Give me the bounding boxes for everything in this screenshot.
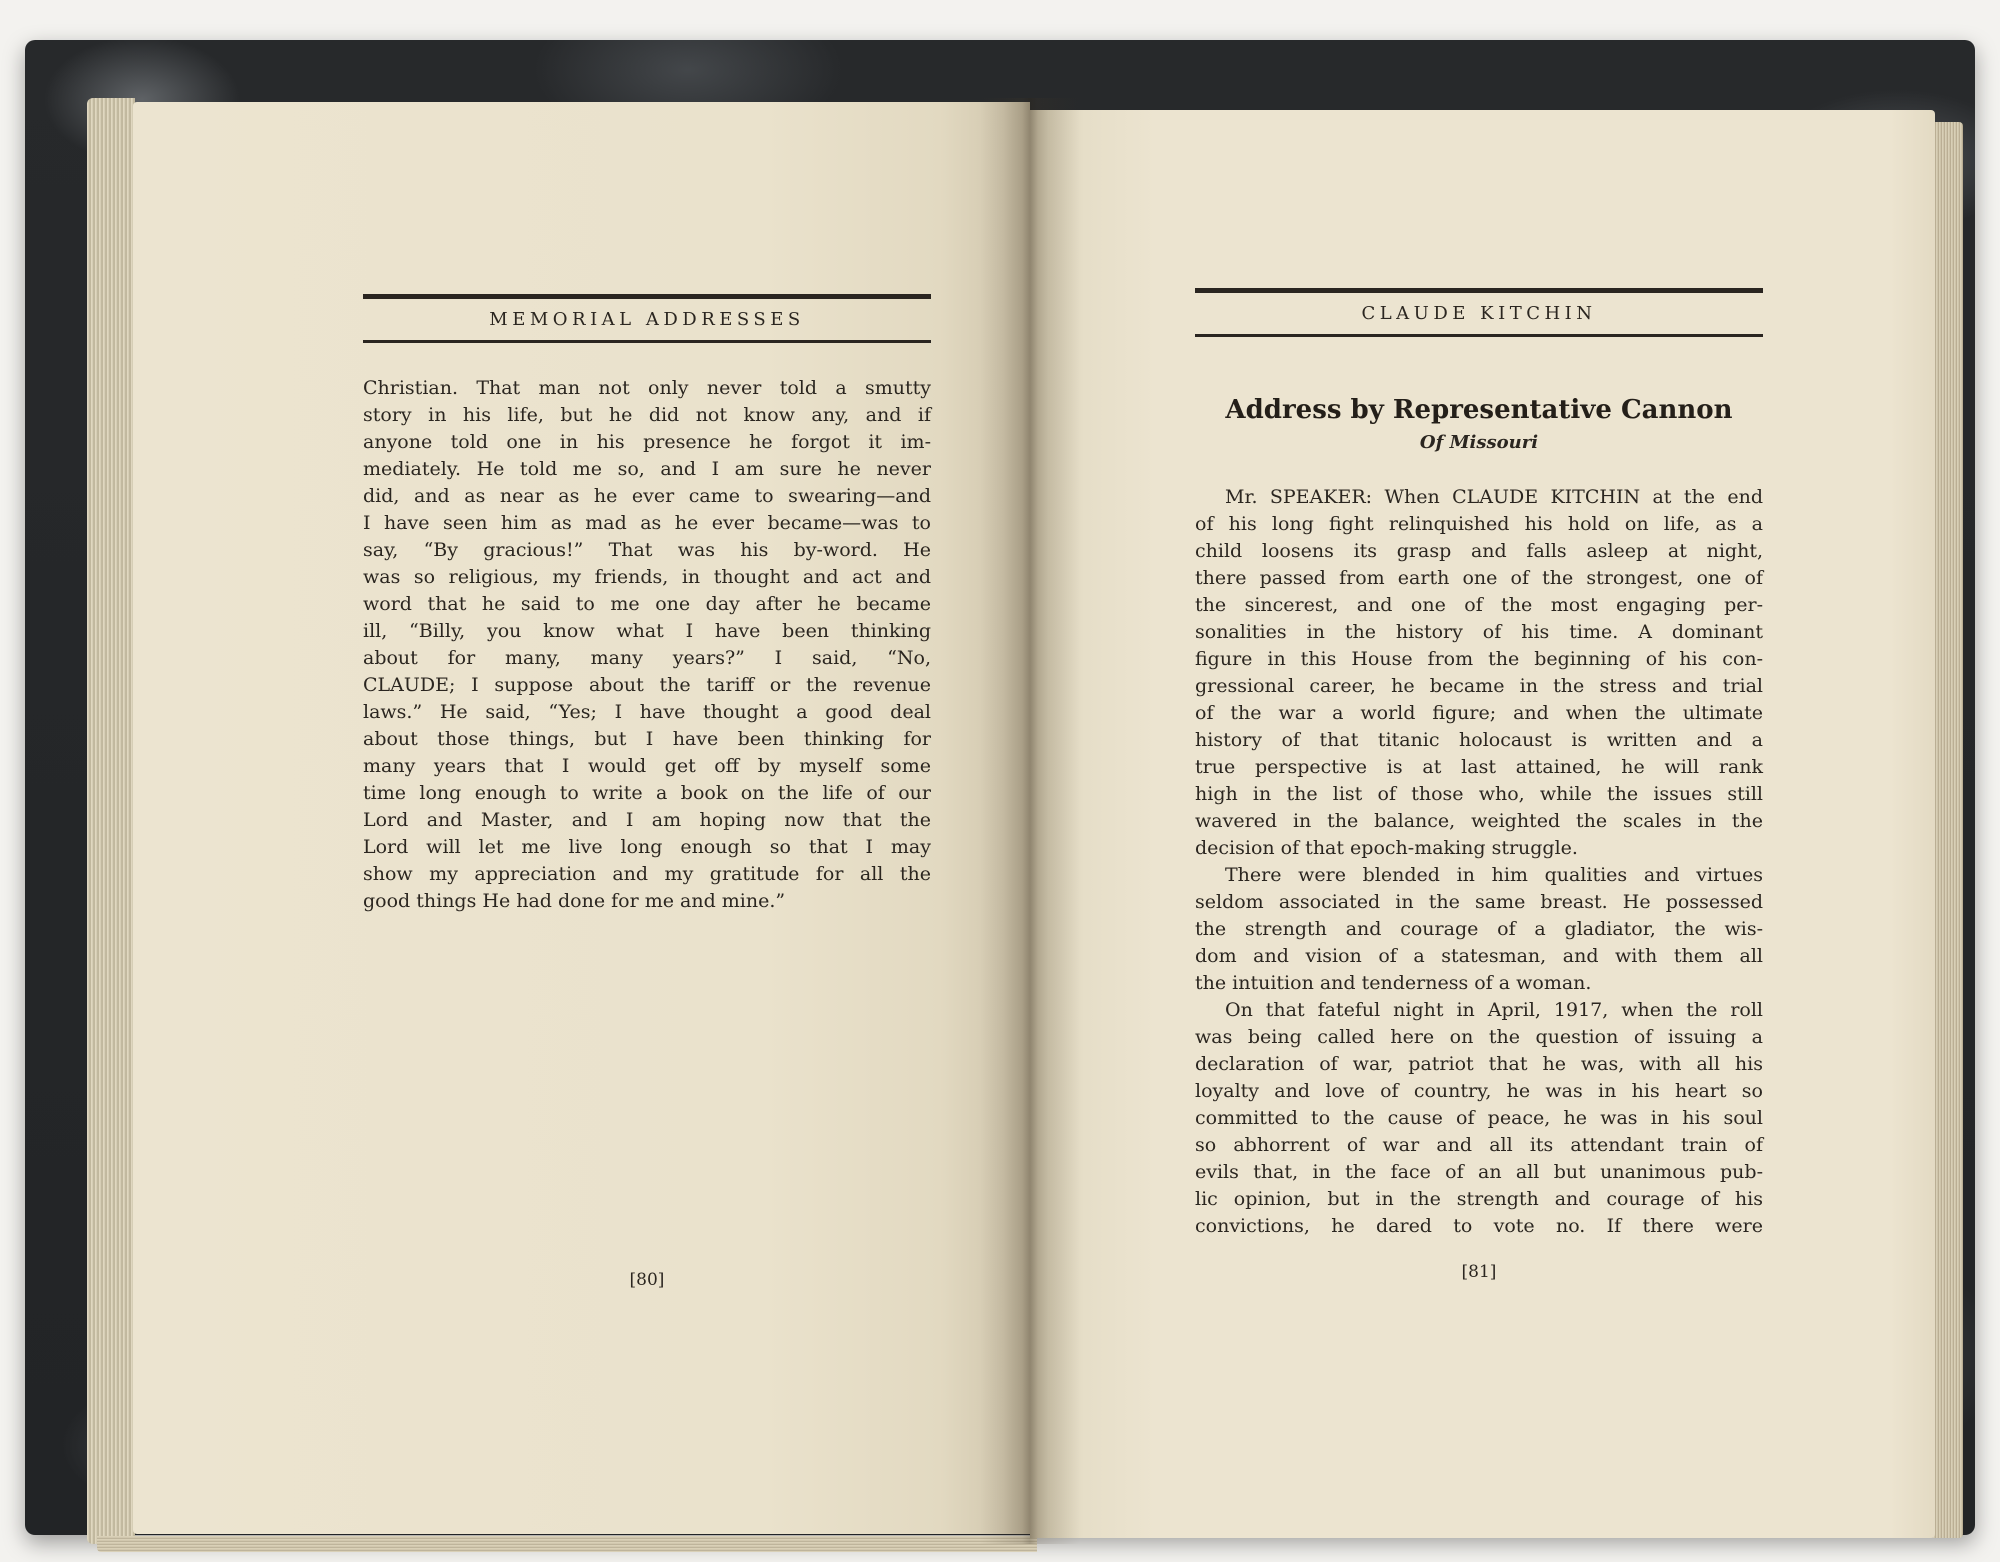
chapter-subtitle: Of Missouri: [1419, 432, 1539, 453]
page-edges-right: [1933, 122, 1963, 1538]
text-line: ill, “Billy, you know what I have been thinking: [363, 620, 931, 642]
text-line: time long enough to write a book on the life of our: [363, 782, 931, 804]
text-line: CLAUDE; I suppose about the tariff or the revenue: [363, 674, 931, 696]
page-edges-bottom: [97, 1536, 1037, 1552]
text-line: Mr. SPEAKER: When CLAUDE KITCHIN at the end: [1225, 486, 1763, 508]
text-line: about those things, but I have been thinking for: [363, 728, 931, 750]
text-line: show my appreciation and my gratitude for all the: [363, 863, 931, 885]
right-running-head: [1195, 288, 1763, 337]
text-line: the sincerest, and one of the most engaging per-: [1195, 594, 1763, 616]
right-head-rule-top: [1195, 288, 1763, 293]
text-line: many years that I would get off by myself some: [363, 755, 931, 777]
right-page: [1030, 110, 1935, 1538]
text-line: was being called here on the question of issuing a: [1195, 1026, 1763, 1048]
text-line: history of that titanic holocaust is written and a: [1195, 729, 1763, 751]
left-running-head-text: MEMORIAL ADDRESSES: [489, 309, 805, 330]
text-line: lic opinion, but in the strength and courage of his: [1195, 1188, 1763, 1210]
right-page-content: [1195, 288, 1763, 1240]
text-line: wavered in the balance, weighted the scales in the: [1195, 810, 1763, 832]
left-page-number: [80]: [629, 1270, 665, 1290]
text-line: Lord and Master, and I am hoping now that the: [363, 809, 931, 831]
paragraph: [363, 375, 931, 915]
text-line: about for many, many years?” I said, “No,: [363, 647, 931, 669]
right-page-body: [1195, 484, 1763, 1240]
chapter-title: Address by Representative Cannon: [1225, 395, 1733, 425]
text-line: seldom associated in the same breast. He possessed: [1195, 891, 1763, 913]
text-line: was so religious, my friends, in thought and act and: [363, 566, 931, 588]
text-line: dom and vision of a statesman, and with them all: [1195, 945, 1763, 967]
text-line: word that he said to me one day after he became: [363, 593, 931, 615]
text-line: high in the list of those who, while the issues still: [1195, 783, 1763, 805]
text-line: of his long fight relinquished his hold on life, as a: [1195, 513, 1763, 535]
text-line: declaration of war, patriot that he was, with all his: [1195, 1053, 1763, 1075]
text-line: the strength and courage of a gladiator, the wis-: [1195, 918, 1763, 940]
text-line: anyone told one in his presence he forgot it im-: [363, 431, 931, 453]
text-line: story in his life, but he did not know any, and if: [363, 404, 931, 426]
text-line: of the war a world figure; and when the ultimate: [1195, 702, 1763, 724]
right-page-number: [81]: [1461, 1262, 1497, 1282]
text-line: true perspective is at last attained, he will rank: [1195, 756, 1763, 778]
text-line: On that fateful night in April, 1917, when the roll: [1225, 999, 1763, 1021]
text-line: evils that, in the face of an all but unanimous pub-: [1195, 1161, 1763, 1183]
left-page-body: [363, 375, 931, 915]
text-line: Christian. That man not only never told a smutty: [363, 377, 931, 399]
paragraph: [1195, 862, 1763, 997]
text-line: there passed from earth one of the strongest, one of: [1195, 567, 1763, 589]
paragraph: [1195, 997, 1763, 1240]
left-head-rule-bottom: [363, 340, 931, 343]
right-head-rule-bottom: [1195, 334, 1763, 337]
text-line: so abhorrent of war and all its attendant train of: [1195, 1134, 1763, 1156]
text-line: gressional career, he became in the stress and trial: [1195, 675, 1763, 697]
text-line: There were blended in him qualities and virtues: [1225, 864, 1763, 886]
right-running-head-text: CLAUDE KITCHIN: [1361, 303, 1597, 324]
left-page: [133, 102, 1030, 1534]
text-line: laws.” He said, “Yes; I have thought a good deal: [363, 701, 931, 723]
text-line: mediately. He told me so, and I am sure he never: [363, 458, 931, 480]
text-line: the intuition and tenderness of a woman.: [1195, 972, 1592, 994]
text-line: convictions, he dared to vote no. If there were: [1195, 1215, 1763, 1237]
text-line: good things He had done for me and mine.”: [363, 890, 786, 912]
text-line: did, and as near as he ever came to swearing—and: [363, 485, 931, 507]
text-line: Lord will let me live long enough so that I may: [363, 836, 931, 858]
text-line: I have seen him as mad as he ever became—was to: [363, 512, 931, 534]
left-running-head: [363, 294, 931, 343]
book-cover: [25, 40, 1975, 1535]
left-page-content: [363, 294, 931, 915]
text-line: say, “By gracious!” That was his by-word. He: [363, 539, 931, 561]
left-head-rule-top: [363, 294, 931, 299]
text-line: decision of that epoch-making struggle.: [1195, 837, 1578, 859]
page-edges-left: [87, 98, 135, 1544]
text-line: sonalities in the history of his time. A dominant: [1195, 621, 1763, 643]
text-line: figure in this House from the beginning of his con-: [1195, 648, 1763, 670]
text-line: committed to the cause of peace, he was in his soul: [1195, 1107, 1763, 1129]
text-line: loyalty and love of country, he was in his heart so: [1195, 1080, 1763, 1102]
paragraph: [1195, 484, 1763, 862]
text-line: child loosens its grasp and falls asleep at night,: [1195, 540, 1763, 562]
